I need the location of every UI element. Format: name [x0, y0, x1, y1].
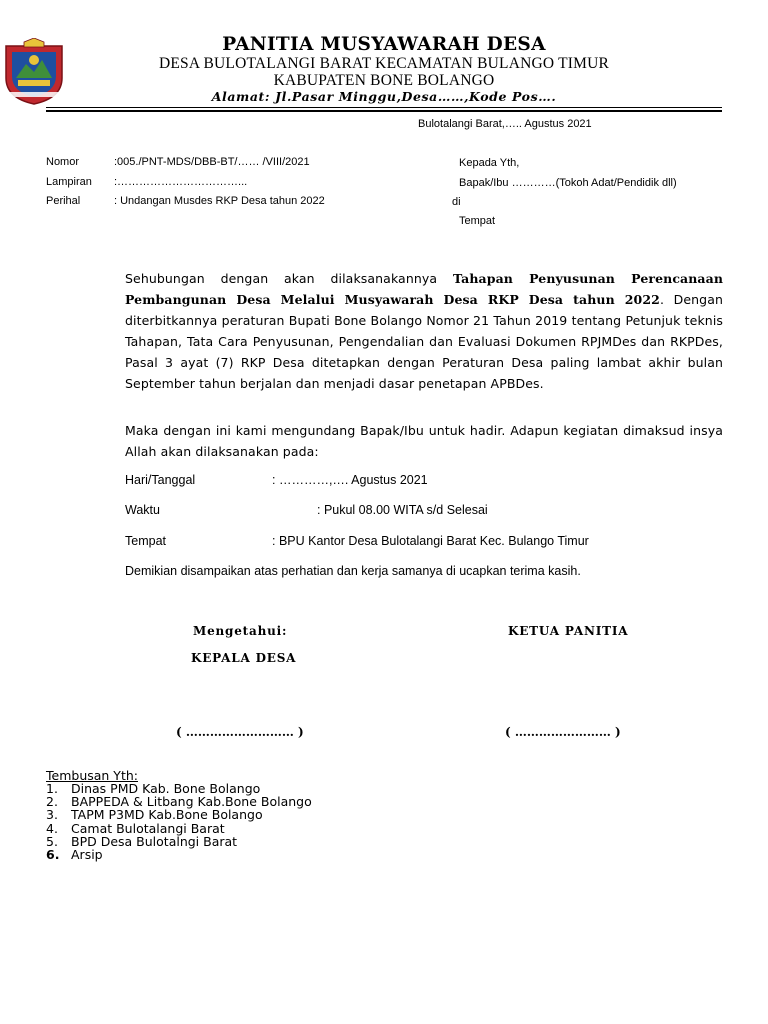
- letterhead-village: DESA BULOTALANGI BARAT KECAMATAN BULANGO TIMUR: [158, 55, 610, 72]
- hari-label: Hari/Tanggal: [125, 473, 196, 487]
- tempat-label: Tempat: [125, 534, 166, 548]
- letterhead-title: PANITIA MUSYAWARAH DESA: [222, 34, 546, 55]
- letterhead-address: Alamat: Jl.Pasar Minggu,Desa……,Kode Pos….: [211, 89, 557, 104]
- letterhead-rule-thin: [46, 107, 722, 108]
- sig-left-role: KEPALA DESA: [191, 651, 297, 665]
- tembusan-item-number: 1.: [46, 781, 58, 796]
- tembusan-item-number: 2.: [46, 794, 58, 810]
- sig-right-name: ( …………………… ): [505, 725, 621, 739]
- recipient-greeting: Kepada Yth,: [459, 157, 520, 169]
- recipient-place: Tempat: [459, 215, 496, 227]
- nomor-value: :005./PNT-MDS/DBB-BT/…… /VIII/2021: [114, 156, 310, 168]
- tembusan-item-number: 4.: [46, 820, 58, 836]
- tembusan-item-number: 3.: [46, 807, 58, 823]
- closing-sentence: Demikian disampaikan atas perhatian dan kerja samanya di ucapkan terima kasih.: [125, 564, 581, 578]
- tembusan-item-number: 5.: [46, 833, 58, 849]
- recipient-name: Bapak/Ibu …………(Tokoh Adat/Pendidik dll): [459, 177, 677, 189]
- tembusan-item: Dinas PMD Kab. Bone Bolango: [71, 781, 261, 796]
- lampiran-value: :……………………………...: [114, 176, 248, 188]
- body-paragraph-1: [125, 268, 723, 394]
- letter-date: Bulotalangi Barat,….. Agustus 2021: [418, 118, 592, 130]
- perihal-label: Perihal: [46, 195, 81, 207]
- waktu-value: : Pukul 08.00 WITA s/d Selesai: [317, 503, 488, 517]
- tembusan-item: Arsip: [71, 847, 103, 862]
- body-paragraph-1-emphasis: Tahapan Penyusunan Perencanaan Pembangunan Desa Melalui Musyawarah Desa RKP Desa tahun 2022: [125, 271, 724, 307]
- body-paragraph-1-rest: . Dengan diterbitkannya peraturan Bupati Bone Bolango Nomor 21 Tahun 2019 tentang Petunjuk teknis Tahapan, Tata Cara Penyusunan, Pengendalian dan Evaluasi Dokumen RPJMDes dan RKPDes, Pasal 3 ayat (7) RKP Desa ditetapkan dengan Peraturan Desa paling lambat akhir bulan September tahun berjalan dan menjadi dasar penetapan APBDes.: [125, 292, 723, 391]
- tembusan-title: Tembusan Yth:: [46, 768, 138, 783]
- body-paragraph-2: Maka dengan ini kami mengundang Bapak/Ibu untuk hadir. Adapun kegiatan dimaksud insya Allah akan dilaksanakan pada:: [125, 423, 723, 459]
- tembusan-item: BAPPEDA & Litbang Kab.Bone Bolango: [71, 794, 312, 810]
- nomor-label: Nomor: [46, 156, 80, 168]
- sig-left-title: Mengetahui:: [193, 624, 288, 638]
- recipient-di: di: [452, 196, 461, 208]
- tembusan-item: TAPM P3MD Kab.Bone Bolango: [71, 807, 263, 823]
- body-paragraph-1-lead: Sehubungan dengan akan dilaksanakannya: [125, 271, 453, 286]
- perihal-value: : Undangan Musdes RKP Desa tahun 2022: [114, 195, 325, 207]
- sig-left-name: ( ……………………… ): [176, 725, 304, 739]
- waktu-label: Waktu: [125, 503, 160, 517]
- tembusan-item: Camat Bulotalangi Barat: [71, 820, 225, 836]
- lampiran-label: Lampiran: [46, 176, 92, 188]
- letterhead-rule-thick: [46, 110, 722, 112]
- sig-right-role: KETUA PANITIA: [508, 624, 629, 638]
- tembusan-item-number: 6.: [46, 847, 60, 862]
- tembusan-item: BPD Desa Bulotalngi Barat: [71, 833, 238, 849]
- letterhead-regency: KABUPATEN BONE BOLANGO: [273, 72, 495, 89]
- hari-value: : …………,…. Agustus 2021: [272, 473, 428, 487]
- tempat-value: : BPU Kantor Desa Bulotalangi Barat Kec. Bulango Timur: [272, 534, 589, 548]
